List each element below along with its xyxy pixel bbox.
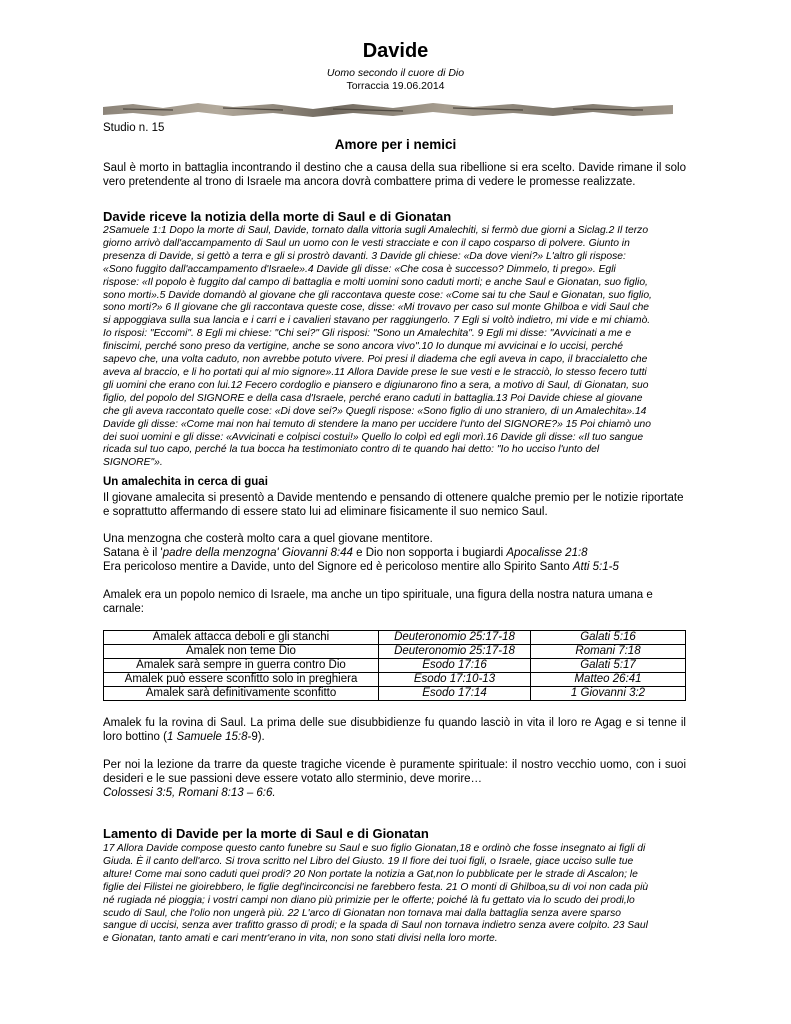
scripture-line: Davide gli disse: «Come mai non hai temuto di stendere la mano per uccidere l'unto del SIGNORE?» 15 Poi chiamò uno bbox=[103, 418, 651, 430]
danger-ref: Atti 5:1-5 bbox=[572, 561, 619, 573]
scripture-line: ricada sul tuo capo, perché la tua bocca ha testimoniato contro di te quando hai detto: "Io ho ucciso l'unto del bbox=[103, 444, 600, 456]
scripture-line: che gli aveva raccontato quelle cose: «Di dove sei?» Quegli rispose: «Sono figlio di uno straniero, di un Amalechita».14 bbox=[103, 405, 647, 417]
scripture-line: finiscimi, perché sono preso da vertigine, anche se sono ancora vivo".10 Io dunque mi avvicinai e lo uccisi, perché bbox=[103, 341, 623, 353]
trait-cell: Amalek attacca deboli e gli stanchi bbox=[104, 631, 379, 645]
scripture-line: e Gionatan, tanto amati e cari mentr'erano in vita, non sono stati divisi nella loro morte. bbox=[103, 933, 498, 945]
scripture-line: rispose: «Il popolo è fuggito dal campo di battaglia e molti uomini sono caduti morti; e anche Saul e Gionatan, suo figlio, bbox=[103, 276, 648, 288]
table-row bbox=[104, 631, 686, 645]
section1-scripture bbox=[103, 225, 686, 470]
scripture-line: SIGNORE"». bbox=[103, 457, 163, 469]
scripture-line: Giuda. È il canto dell'arco. Si trova scritto nel Libro del Giusto. 19 Il fiore dei tuoi figli, o Israele, giace ucciso sulle tue bbox=[103, 855, 634, 867]
trait-cell: Amalek sarà sempre in guerra contro Dio bbox=[104, 659, 379, 673]
old-testament-ref-cell: Esodo 17:10-13 bbox=[379, 673, 531, 687]
scripture-line: gli uomini che erano con lui.12 Fecero cordoglio e piansero e digiunarono fino a sera, a motivo di Saul, di Gionatan, suo bbox=[103, 379, 649, 391]
scripture-line: giorno arrivò dall'accampamento di Saul un uomo con le vesti stracciate e con il capo cosparso di polvere. Giunto in bbox=[103, 237, 630, 249]
document-subtitle: Uomo secondo il cuore di Dio bbox=[326, 67, 465, 79]
scripture-line: aveva al braccio, e li ho portati qui al mio signore».11 Allora Davide prese le sue vesti e le stracciò, lo stesso fecero tutti bbox=[103, 366, 647, 378]
scripture-line: sono morti».5 Davide domandò al giovane che gli raccontava queste cose: «Come sai tu che Saul e Gionatan, suo figlio, bbox=[103, 289, 652, 301]
danger-line bbox=[103, 560, 686, 574]
ruin-ref: 1 Samuele 15:8 bbox=[166, 731, 248, 743]
table-row bbox=[104, 645, 686, 659]
study-number: Studio n. 15 bbox=[103, 122, 165, 134]
intro-paragraph: Saul è morto in battaglia incontrando il destino che a causa della sua ribellione si era scelto. Davide rimane il solo vero pretendente al trono di Israele ma ancora dovrà combattere prima di vedere le promesse realizzate. bbox=[103, 162, 686, 188]
new-testament-ref-cell: Matteo 26:41 bbox=[531, 673, 686, 687]
amalek-intro: Amalek era un popolo nemico di Israele, ma anche un tipo spirituale, una figura della nostra natura umana e carnale: bbox=[103, 589, 653, 615]
old-testament-ref-cell: Esodo 17:16 bbox=[379, 659, 531, 673]
trait-cell: Amalek non teme Dio bbox=[104, 645, 379, 659]
scripture-line: presenza di Davide, si gettò a terra e gli si prostrò davanti. 3 Davide gli chiese: «Da dove vieni?» L'altro gli rispose: bbox=[103, 250, 626, 262]
document-title: Davide bbox=[362, 40, 429, 62]
lesson-paragraph: Per noi la lezione da trarre da queste tragiche vicende è puramente spirituale: il nostro vecchio uomo, con i suoi desideri e le sue passioni deve essere votato allo sterminio, deve morire… bbox=[103, 759, 686, 785]
amalek-table bbox=[103, 630, 686, 701]
scripture-line: sapevo che, una volta caduto, non avrebbe potuto vivere. Poi presi il diadema che egli aveva in capo, il braccialetto che bbox=[103, 354, 648, 366]
lie-line: Una menzogna che costerà molto cara a quel giovane mentitore. bbox=[103, 533, 433, 545]
satan-text-a: Satana è il ' bbox=[103, 547, 163, 559]
old-testament-ref-cell: Deuteronomio 25:17-18 bbox=[379, 645, 531, 659]
ruin-text-a: Amalek fu la rovina di Saul. La prima delle sue disubbidienze fu quando lasciò in vita il loro re Agag e si tenne il loro bottino ( bbox=[103, 717, 686, 743]
satan-ref-2: Apocalisse 21:8 bbox=[506, 547, 588, 559]
scripture-line: 2Samuele 1:1 Dopo la morte di Saul, Davide, tornato dalla vittoria sugli Amalechiti, si fermò due giorni a Siclag.2 Il terzo bbox=[103, 225, 649, 236]
scripture-line: figlio, del popolo del SIGNORE e della casa d'Israele, perché erano caduti in battaglia.13 Poi Davide chiese al giovane bbox=[103, 392, 643, 404]
trait-cell: Amalek sarà definitivamente sconfitto bbox=[104, 687, 379, 701]
new-testament-ref-cell: Galati 5:16 bbox=[531, 631, 686, 645]
scripture-line: 17 Allora Davide compose questo canto funebre su Saul e suo figlio Gionatan,18 e ordinò che fosse insegnato ai figli di bbox=[103, 843, 646, 854]
satan-line bbox=[103, 546, 686, 560]
ruin-text-b: -9). bbox=[247, 731, 265, 743]
scripture-line: sono morti?» 6 Il giovane che gli raccontava queste cose, disse: «Mi trovavo per caso sul monte Ghilboa e vidi Saul che bbox=[103, 302, 650, 314]
danger-text: Era pericoloso mentire a Davide, unto del Signore ed è pericoloso mentire allo Spirito Santo bbox=[103, 561, 573, 573]
scripture-line: scudo di Saul, che l'olio non ungerà più. 22 L'arco di Gionatan non tornava mai dalla battaglia senza avere sparso bbox=[103, 907, 621, 919]
ruin-paragraph bbox=[103, 716, 686, 744]
satan-ref-1: padre della menzogna' Giovanni 8:44 bbox=[162, 547, 353, 559]
decorative-banner bbox=[103, 101, 673, 118]
section2-heading: Un amalechita in cerca di guai bbox=[103, 476, 268, 488]
new-testament-ref-cell: Romani 7:18 bbox=[531, 645, 686, 659]
scripture-line: si appoggiava sulla sua lancia e i carri e i cavalieri stavano per raggiungerlo. 7 Egli si voltò indietro, mi vide e mi chiamò. bbox=[103, 315, 651, 327]
old-testament-ref-cell: Deuteronomio 25:17-18 bbox=[379, 631, 531, 645]
new-testament-ref-cell: Galati 5:17 bbox=[531, 659, 686, 673]
scripture-line: sangue di uccisi, senza aver trafitto grasso di prodi; e la spada di Saul non tornava indietro senza avere colpito. 23 Saul bbox=[103, 920, 648, 932]
section3-heading: Lamento di Davide per la morte di Saul e di Gionatan bbox=[103, 826, 429, 841]
scripture-line: figlie dei Filistei ne gioirebbero, le figlie degl'incirconcisi ne farebbero festa. 21 O monti di Ghilboa,su di voi non cada più bbox=[103, 881, 649, 893]
lesson-references: Colossesi 3:5, Romani 8:13 – 6:6. bbox=[103, 787, 276, 799]
table-row bbox=[104, 659, 686, 673]
table-row bbox=[104, 673, 686, 687]
scripture-line: «Sono fuggito dall'accampamento d'Israele».4 Davide gli disse: «Che cosa è successo? Dimmelo, ti prego». Egli bbox=[103, 263, 616, 275]
old-testament-ref-cell: Esodo 17:14 bbox=[379, 687, 531, 701]
scripture-line: alture! Come mai sono caduti quei prodi? 20 Non portate la notizia a Gat,non lo pubblicate per le strade di Ascalon; le bbox=[103, 868, 638, 880]
section3-scripture bbox=[103, 843, 686, 946]
trait-cell: Amalek può essere sconfitto solo in preghiera bbox=[104, 673, 379, 687]
section-title: Amore per i nemici bbox=[334, 137, 457, 152]
document-place-date: Torraccia 19.06.2014 bbox=[346, 80, 445, 92]
table-row bbox=[104, 687, 686, 701]
satan-text-b: e Dio non sopporta i bugiardi bbox=[352, 547, 507, 559]
scripture-line: dei suoi uomini e gli disse: «Avvicinati e colpisci costui!» Quello lo colpì ed egli morì.16 Davide gli disse: «Il tuo sangue bbox=[103, 431, 644, 443]
new-testament-ref-cell: 1 Giovanni 3:2 bbox=[531, 687, 686, 701]
section1-heading: Davide riceve la notizia della morte di Saul e di Gionatan bbox=[103, 209, 452, 224]
scripture-line: né rugiada né pioggia; i vostri campi non diano più primizie per le offerte; poiché là fu gettato via lo scudo dei prodi,lo bbox=[103, 894, 635, 906]
scripture-line: Io risposi: "Eccomi". 8 Egli mi chiese: "Chi sei?" Gli risposi: "Sono un Amalechita". 9 Egli mi disse: "Avvicinati a me e bbox=[103, 328, 632, 340]
section2-paragraph: Il giovane amalecita si presentò a Davide mentendo e pensando di ottenere qualche premio per le notizie riportate e soprattutto affermando di essere stato lui ad eliminare fisicamente il suo nemico Saul. bbox=[103, 492, 684, 518]
